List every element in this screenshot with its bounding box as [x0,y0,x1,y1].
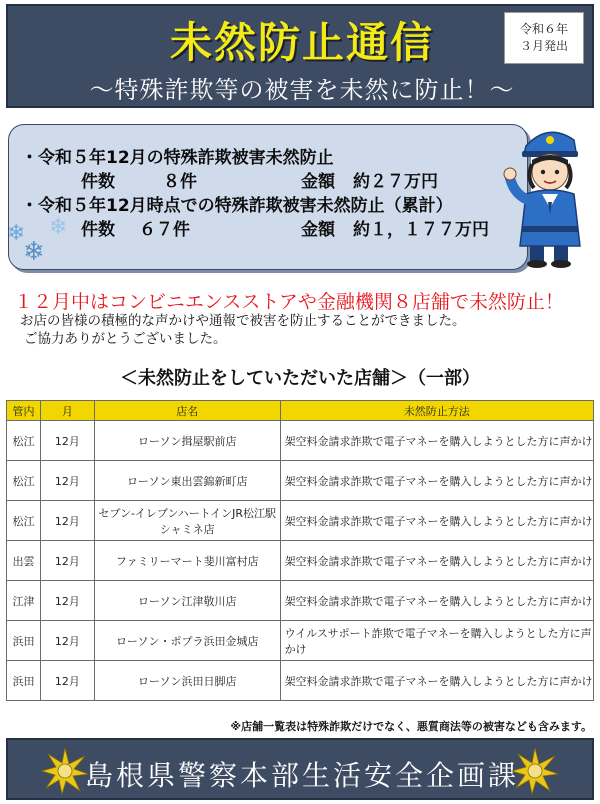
issue-date-line2: ３月発出 [519,39,568,53]
cell-district: 江津 [7,581,41,621]
cell-district: 松江 [7,501,41,541]
cell-month: 12月 [40,581,94,621]
cell-store: ローソン江津敬川店 [94,581,280,621]
cell-method: 架空料金請求詐欺で電子マネーを購入しようとした方に声かけ [280,501,593,541]
prevention-headline: １２月中はコンビニエンスストアや金融機関８店舗で未然防止！ [14,291,564,313]
cell-district: 出雲 [7,541,41,581]
store-table [6,400,594,701]
header-banner [6,4,594,108]
thanks-line2: ご協力ありがとうございました。 [24,331,227,347]
organization-name: 島根県警察本部生活安全企画課 [84,759,519,792]
col-header-method: 未然防止方法 [280,401,593,421]
cell-store: ローソン浜田日脚店 [94,661,280,701]
issue-date-box [504,12,584,64]
table-row [7,461,594,501]
table-row [7,541,594,581]
cell-method: 架空料金請求詐欺で電子マネーを購入しようとした方に声かけ [280,461,593,501]
cell-district: 松江 [7,461,41,501]
cell-month: 12月 [40,541,94,581]
cell-store: ファミリーマート斐川富村店 [94,541,280,581]
cell-store: ローソン・ポプラ浜田金城店 [94,621,280,661]
cell-method: 架空料金請求詐欺で電子マネーを購入しようとした方に声かけ [280,421,593,461]
store-list-title: ＜未然防止をしていただいた店舗＞（一部） [120,368,480,389]
cell-district: 浜田 [7,621,41,661]
table-row [7,621,594,661]
page-title: 未然防止通信 [169,18,434,67]
cell-month: 12月 [40,661,94,701]
cell-store: ローソン東出雲錦新町店 [94,461,280,501]
cell-district: 松江 [7,421,41,461]
summary-amount-label-1: 金額 [301,172,335,192]
cell-method: 架空料金請求詐欺で電子マネーを購入しようとした方に声かけ [280,661,593,701]
col-header-district: 管内 [7,401,41,421]
cell-month: 12月 [40,621,94,661]
footer-banner [6,738,594,800]
table-header-row [7,401,594,421]
footnote: ※店舗一覧表は特殊詐欺だけでなく、悪質商法等の被害なども含みます。 [230,720,592,733]
summary-count-label-1: 件数 [81,172,115,192]
cell-store: セブン-イレブンハートインJR松江駅シャミネ店 [94,501,280,541]
cell-store: ローソン揖屋駅前店 [94,421,280,461]
cell-district: 浜田 [7,661,41,701]
cell-method: 架空料金請求詐欺で電子マネーを購入しようとした方に声かけ [280,581,593,621]
thanks-line1: お店の皆様の積極的な声かけや通報で被害を防止することができました。 [20,313,466,329]
cell-method: 架空料金請求詐欺で電子マネーを購入しようとした方に声かけ [280,541,593,581]
cell-month: 12月 [40,501,94,541]
police-mascot-icon [498,118,598,268]
summary-amount-label-2: 金額 [301,220,335,240]
summary-count-1: ８件 [163,172,197,192]
summary-count-2: ６７件 [139,220,190,240]
snowflake-icon: ❄ [7,221,26,246]
thanks-message [20,312,466,348]
cell-month: 12月 [40,421,94,461]
table-row [7,581,594,621]
snowflake-icon: ❄ [23,237,45,267]
table-row [7,661,594,701]
summary-line1: ・令和５年12月の特殊詐欺被害未然防止 [21,148,334,168]
summary-line3: ・令和５年12月時点での特殊詐欺被害未然防止（累計） [21,196,453,216]
cell-month: 12月 [40,461,94,501]
page-subtitle: ～特殊詐欺等の被害を未然に防止！～ [89,76,515,104]
police-emblem-icon [510,746,560,796]
snowflake-icon: ❄ [49,215,68,240]
cell-method: ウイルスサポート詐欺で電子マネーを購入しようとした方に声かけ [280,621,593,661]
summary-amount-2: 約１，１７７万円 [353,220,489,240]
col-header-store: 店名 [94,401,280,421]
summary-callout [8,124,528,270]
summary-count-label-2: 件数 [81,220,115,240]
table-row [7,421,594,461]
col-header-month: 月 [40,401,94,421]
issue-date-line1: 令和６年 [519,22,568,36]
summary-amount-1: 約２７万円 [353,172,438,192]
table-row [7,501,594,541]
